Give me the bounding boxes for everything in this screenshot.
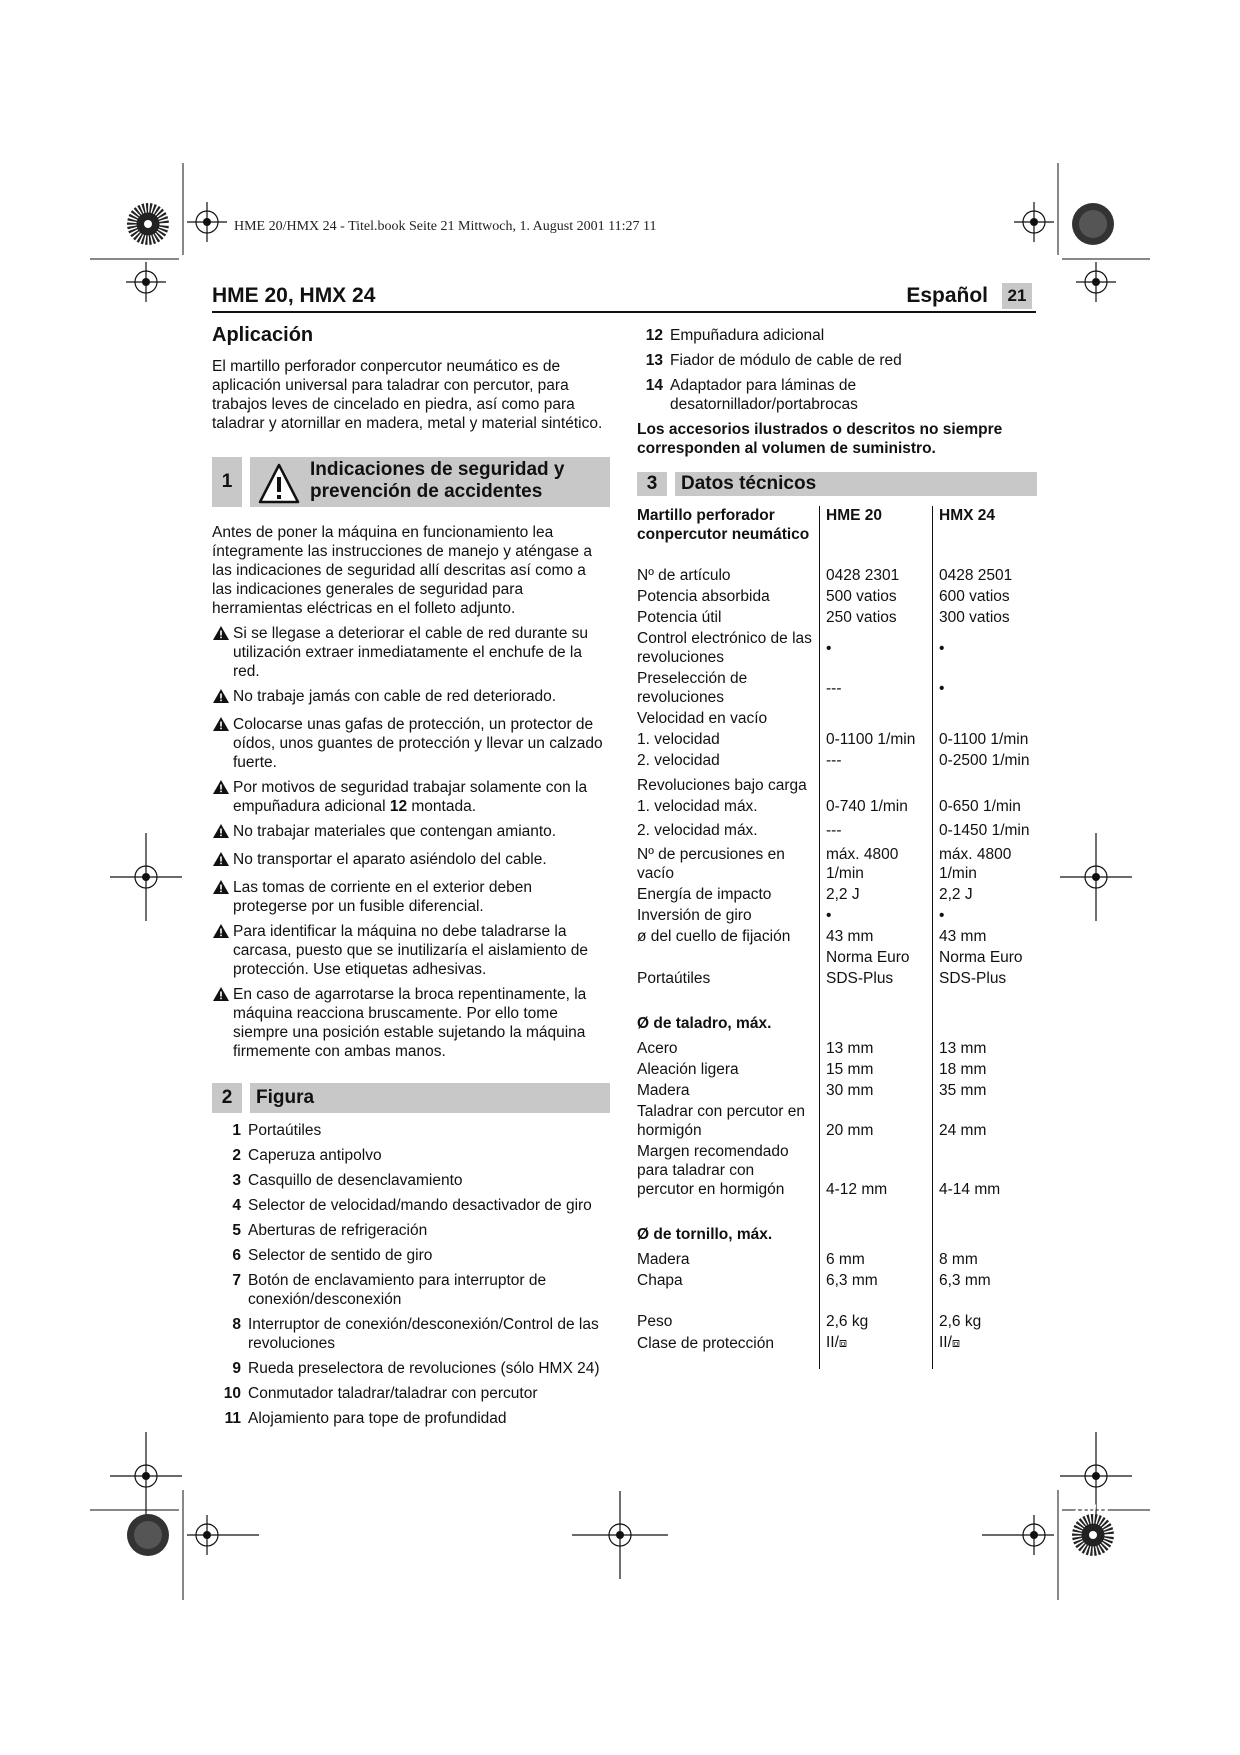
figure-list-item: 9 Rueda preselectora de revoluciones (sólo HMX 24) <box>232 1360 600 1377</box>
table-subheading-row <box>637 1221 1035 1246</box>
warning-item <box>212 715 610 772</box>
table-row: Taladrar con percutor en hormigón 20 mm 24 mm <box>637 1102 1035 1142</box>
table-row: Portaútiles SDS-Plus SDS-Plus <box>637 969 1035 990</box>
figure-list-item: 11 Alojamiento para tope de profundidad <box>224 1410 507 1427</box>
warning-item <box>212 878 610 916</box>
safety-intro: Antes de poner la máquina en funcionamiento lea íntegramente las instrucciones de manejo y aténgase a las indicaciones de seguridad allí descritas así como a las indicaciones generales de seguridad para herramientas eléctricas en el folleto adjunto. <box>212 524 592 617</box>
table-header-cell: HME 20 <box>820 506 933 546</box>
figure-list-item: 13 Fiador de módulo de cable de red <box>645 352 902 369</box>
table-row: Margen recomendado para taladrar con percutor en hormigón 4-12 mm 4-14 mm <box>637 1142 1035 1201</box>
double-insulation-icon: ⧈ <box>951 1336 961 1351</box>
figure-list-item: 4 Selector de velocidad/mando desactivador de giro <box>232 1197 592 1214</box>
table-row: Control electrónico de las revoluciones • • <box>637 629 1035 669</box>
section-3-number: 3 <box>637 472 675 496</box>
warning-item <box>212 822 610 844</box>
table-row: 2. velocidad máx. --- 0-1450 1/min <box>637 818 1035 842</box>
table-header-cell: Martillo perforador conpercutor neumático <box>637 507 810 543</box>
header-rule <box>212 311 1036 313</box>
warning-text: Colocarse unas gafas de protección, un protector de oídos, unos guantes de protección y llevar un calzado fuerte. <box>233 716 603 771</box>
table-row: Clase de protección II/⧈ II/⧈ <box>637 1333 1035 1355</box>
table-row: ø del cuello de fijación 43 mm 43 mm <box>637 927 1035 948</box>
left-column <box>212 326 610 1428</box>
figure-list-item: 14 Adaptador para láminas de desatornillador/portabrocas <box>645 377 858 413</box>
section-3-bar <box>637 472 1037 496</box>
table-row: 1. velocidad máx. 0-740 1/min 0-650 1/min <box>637 797 1035 818</box>
figure-list <box>212 1121 610 1428</box>
section-3-title: Datos técnicos <box>681 473 817 494</box>
section-1-title: Indicaciones de seguridad y prevención de accidentes <box>310 459 565 502</box>
warning-triangle-icon <box>258 463 300 505</box>
warning-item <box>212 687 610 709</box>
figure-list-item: 1 Portaútiles <box>232 1122 322 1139</box>
section-2-title: Figura <box>256 1087 315 1108</box>
table-header-row <box>637 506 1035 546</box>
table-row: Nº de percusiones en vacío máx. 4800 1/min máx. 4800 1/min <box>637 842 1035 885</box>
figure-list-item: 10 Conmutador taladrar/taladrar con percutor <box>223 1385 538 1402</box>
warning-item <box>212 850 610 872</box>
table-row: Potencia útil 250 vatios 300 vatios <box>637 608 1035 629</box>
table-header-cell: HMX 24 <box>933 506 1036 546</box>
warning-icon <box>212 879 230 895</box>
figure-list-item: 12 Empuñadura adicional <box>645 327 825 344</box>
figure-list-item: 7 Botón de enclavamiento para interruptor de conexión/desconexión <box>232 1272 547 1308</box>
screw-heading: Ø de tornillo, máx. <box>637 1226 773 1243</box>
table-row: Chapa 6,3 mm 6,3 mm <box>637 1271 1035 1292</box>
warning-icon <box>212 688 230 704</box>
table-row: Madera 6 mm 8 mm <box>637 1246 1035 1271</box>
figure-list-item: 6 Selector de sentido de giro <box>232 1247 433 1264</box>
table-row: Madera 30 mm 35 mm <box>637 1081 1035 1102</box>
table-row: Inversión de giro • • <box>637 906 1035 927</box>
warning-icon <box>212 823 230 839</box>
page-title: HME 20, HMX 24 <box>212 284 376 307</box>
warning-text: No transportar el aparato asiéndolo del cable. <box>233 851 547 868</box>
table-row: Revoluciones bajo carga <box>637 772 1035 797</box>
warning-icon <box>212 923 230 939</box>
section-2-number: 2 <box>212 1083 250 1113</box>
drill-heading: Ø de taladro, máx. <box>637 1015 772 1032</box>
aplicacion-text: El martillo perforador conpercutor neumático es de aplicación universal para taladrar con percutor, para trabajos leves de cincelado en piedra, así como para taladrar y atornillar en madera, metal y material sintético. <box>212 358 603 432</box>
figure-list-item: 5 Aberturas de refrigeración <box>232 1222 428 1239</box>
tech-data-table <box>637 506 1035 1369</box>
section-1-number: 1 <box>212 457 250 507</box>
figure-list-item: 2 Caperuza antipolvo <box>232 1147 382 1164</box>
warning-text: Si se llegase a deteriorar el cable de red durante su utilización extraer inmediatamente el enchufe de la red. <box>233 625 588 680</box>
book-file-line: HME 20/HMX 24 - Titel.book Seite 21 Mittwoch, 1. August 2001 11:27 11 <box>234 219 657 234</box>
warning-icon <box>212 625 230 641</box>
warning-icon <box>212 716 230 732</box>
warning-text: Para identificar la máquina no debe taladrarse la carcasa, puesto que se inutilizaría el aislamiento de protección. Use etiquetas adhesivas. <box>233 923 588 978</box>
table-row: Acero 13 mm 13 mm <box>637 1035 1035 1060</box>
section-1-bar <box>212 457 610 507</box>
table-row: Preselección de revoluciones --- • <box>637 669 1035 709</box>
double-insulation-icon: ⧈ <box>838 1336 848 1351</box>
right-column <box>637 326 1037 1369</box>
warning-text: En caso de agarrotarse la broca repentinamente, la máquina reacciona bruscamente. Por ello tome siempre una posición estable sujetando la máquina firmemente con ambas manos. <box>233 986 587 1060</box>
accessories-note: Los accesorios ilustrados o descritos no siempre corresponden al volumen de suministro. <box>637 421 1003 457</box>
warning-item <box>212 624 610 681</box>
table-row: Potencia absorbida 500 vatios 600 vatios <box>637 587 1035 608</box>
warning-icon <box>212 779 230 795</box>
warning-item <box>212 985 610 1061</box>
table-row: 2. velocidad --- 0-2500 1/min <box>637 751 1035 772</box>
warning-text: No trabajar materiales que contengan amianto. <box>233 823 557 840</box>
warning-item <box>212 922 610 979</box>
language-label: Español <box>906 284 988 307</box>
table-row: Norma Euro Norma Euro <box>637 948 1035 969</box>
warning-text: No trabaje jamás con cable de red deteriorado. <box>233 688 557 705</box>
table-row: Velocidad en vacío <box>637 709 1035 730</box>
warning-text: Por motivos de seguridad trabajar solamente con la empuñadura adicional 12 montada. <box>233 779 588 815</box>
table-row: Energía de impacto 2,2 J 2,2 J <box>637 885 1035 906</box>
warning-icon <box>212 851 230 867</box>
page-number: 21 <box>1002 283 1032 309</box>
table-row: Nº de artículo 0428 2301 0428 2501 <box>637 566 1035 587</box>
table-subheading-row <box>637 1010 1035 1035</box>
figure-list-item: 8 Interruptor de conexión/desconexión/Control de las revoluciones <box>232 1316 599 1352</box>
warning-icon <box>212 986 230 1002</box>
warning-text: Las tomas de corriente en el exterior deben protegerse por un fusible diferencial. <box>233 879 532 915</box>
aplicacion-heading: Aplicación <box>212 324 314 346</box>
figure-list-item: 3 Casquillo de desenclavamiento <box>232 1172 463 1189</box>
table-row: Aleación ligera 15 mm 18 mm <box>637 1060 1035 1081</box>
warning-item <box>212 778 610 816</box>
table-row: 1. velocidad 0-1100 1/min 0-1100 1/min <box>637 730 1035 751</box>
section-2-bar <box>212 1083 610 1113</box>
table-row: Peso 2,6 kg 2,6 kg <box>637 1312 1035 1333</box>
